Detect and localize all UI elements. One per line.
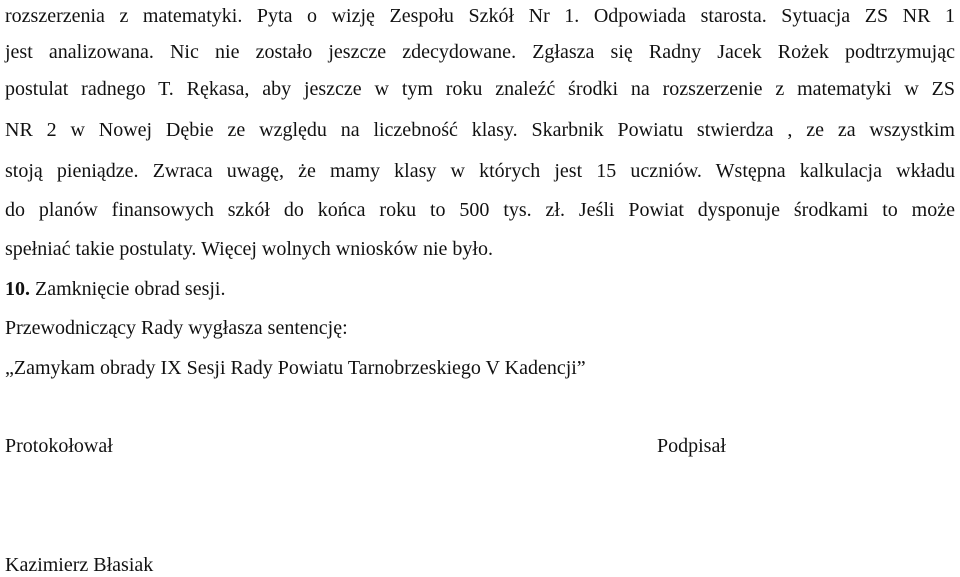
section-title: Zamknięcie obrad sesji. bbox=[35, 278, 226, 300]
paragraph-line-3: postulat radnego T. Rękasa, aby jeszcze w tym roku znaleźć środki na rozszerzenie z matematyki w ZS bbox=[5, 78, 955, 100]
minutes-taker-name: Kazimierz Błasiak bbox=[5, 554, 154, 576]
section-heading bbox=[5, 277, 226, 301]
chair-statement: Przewodniczący Rady wygłasza sentencję: bbox=[5, 317, 348, 339]
minutes-taker-label: Protokołował bbox=[5, 435, 113, 457]
paragraph-line-6: do planów finansowych szkół do końca roku to 500 tys. zł. Jeśli Powiat dysponuje środkami to może bbox=[5, 199, 955, 221]
paragraph-line-4: NR 2 w Nowej Dębie ze względu na liczebność klasy. Skarbnik Powiatu stwierdza , ze za wszystkim bbox=[5, 119, 955, 141]
closing-quote: „Zamykam obrady IX Sesji Rady Powiatu Tarnobrzeskiego V Kadencji” bbox=[5, 357, 586, 379]
paragraph-line-7: spełniać takie postulaty. Więcej wolnych wniosków nie było. bbox=[5, 238, 493, 260]
section-number: 10. bbox=[5, 278, 30, 300]
signed-label: Podpisał bbox=[657, 435, 726, 457]
document-page bbox=[5, 0, 955, 577]
paragraph-line-5: stoją pieniądze. Zwraca uwagę, że mamy klasy w których jest 15 uczniów. Wstępna kalkulacja wkładu bbox=[5, 160, 955, 182]
paragraph-line-1: rozszerzenia z matematyki. Pyta o wizję Zespołu Szkół Nr 1. Odpowiada starosta. Sytuacja ZS NR 1 bbox=[5, 5, 955, 27]
paragraph-line-2: jest analizowana. Nic nie zostało jeszcze zdecydowane. Zgłasza się Radny Jacek Rożek podtrzymując bbox=[5, 41, 955, 63]
